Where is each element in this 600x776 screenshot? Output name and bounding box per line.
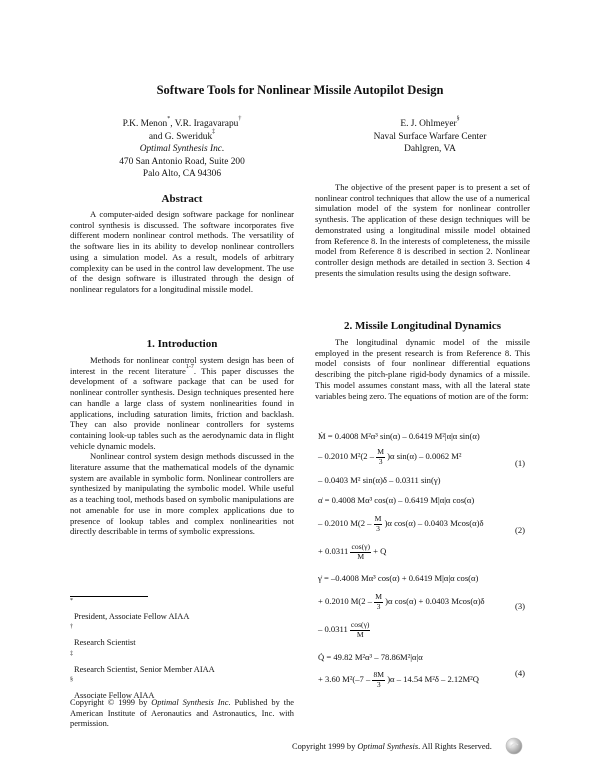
fraction-denominator: M: [356, 629, 364, 639]
copyright-rest: . Published by the American Institute of Aeronautics and Astronautics, Inc. with permission.: [70, 698, 294, 729]
eq3-line3: [318, 621, 370, 639]
eq3-line2: [318, 593, 485, 611]
footnote-mark: §: [70, 677, 73, 684]
footnote-3: [70, 650, 294, 675]
author-iragavarapu: , V.R. Iragavarapu: [170, 119, 239, 129]
footnote-mark: *: [167, 116, 171, 122]
page-footer: [292, 742, 492, 751]
eq4-line2: [318, 671, 479, 689]
footer-suffix: . All Rights Reserved.: [418, 742, 492, 751]
fraction-8m-over-3: [372, 671, 385, 689]
fraction-cos-over-m: [350, 621, 371, 639]
intro-paragraph-2: Nonlinear control system design methods discussed in the literature assume that the mathematical models of the dynamic system are available in symbolic form. Nonlinear controllers are synthesized by manipulating the symbolic model. While useful as a teaching tool, methods based on symbolic manipulations are not amenable for use in more complex applications due to presence of lookup tables and complex nonlinearities not directly describable in terms of symbolic expressions.: [70, 451, 294, 537]
fraction-numerator: cos(γ): [350, 620, 370, 629]
eq1-line3: – 0.0403 M² sin(α)δ – 0.0311 sin(γ): [318, 475, 441, 485]
fraction-numerator: M: [374, 514, 382, 523]
eq2-line2-a: – 0.2010 M(2 –: [318, 518, 372, 529]
eq1-number: (1): [515, 458, 526, 468]
footnote-mark: *: [70, 598, 73, 604]
fraction-denominator: 3: [378, 456, 383, 466]
footnote-mark: ‡: [70, 650, 73, 657]
affiliation-right: Naval Surface Warfare Center: [373, 131, 487, 142]
intro-paragraph-1: [70, 355, 294, 451]
section2-body: [315, 337, 530, 401]
address-line-2: Palo Alto, CA 94306: [142, 169, 222, 180]
introduction-body: [70, 355, 294, 537]
company-logo-icon: [505, 737, 523, 755]
paper-title: Software Tools for Nonlinear Missile Autopilot Design: [156, 83, 444, 97]
authors-left: [62, 118, 302, 181]
footnote-text: President, Associate Fellow AIAA: [74, 611, 190, 621]
eq3-line2-b: )α cos(α) + 0.0403 Mcos(α)δ: [385, 596, 485, 607]
address-line-1: 470 San Antonio Road, Suite 200: [119, 156, 245, 167]
section2-text: The longitudinal dynamic model of the missile employed in the present research is from Reference 8. This model consists of four nonlinear differential equations describing the pitch-plane rigid-body dynamics of a missile. This model assumes constant mass, with all the lateral state variables being zero. The equations of motion are of the form:: [315, 337, 530, 401]
author-ohlmeyer: E. J. Ohlmeyer: [400, 119, 457, 129]
abstract-heading: Abstract: [161, 193, 203, 205]
abstract-text: A computer-aided design software package for nonlinear control synthesis is discussed. The software incorporates five different modern nonlinear control methods. The versatility of the software lies in its ability to develop nonlinear controllers using a simulation model. As a result, models of arbitrary complexity can be used in the control law development. The use of the design software is illustrated through the design of nonlinear regulators for a longitudinal missile model.: [70, 209, 294, 294]
footnote-1: [70, 598, 294, 622]
intro-p1-text: Methods for nonlinear control system design has been of interest in the recent literature: [70, 355, 294, 376]
reference-mark: 1-7: [185, 363, 194, 370]
fraction-denominator: M: [357, 551, 365, 561]
fraction-m-over-3: [376, 448, 385, 466]
fraction-m-over-3: [374, 593, 383, 611]
eq1-line2-a: – 0.2010 M²(2 –: [318, 451, 375, 462]
author-ohlmeyer-line: [330, 118, 530, 131]
fraction-denominator: 3: [376, 601, 381, 611]
objective-text: The objective of the present paper is to present a set of nonlinear control techniques that allow the use of a numerical simulation model of the system for nonlinear controller synthesis. The application of these design techniques will be demonstrated using a longitudinal missile model obtained from Reference 8. In the interests of completeness, the missile model from Reference 8 is described in section 2. Nonlinear controller design methods are detailed in section 3. Section 4 presents the simulation results using the design software.: [315, 182, 530, 278]
eq4-number: (4): [515, 668, 526, 678]
fraction-numerator: M: [375, 592, 382, 601]
footnote-text: Associate Fellow AIAA: [74, 690, 155, 700]
footnote-mark: ‡: [212, 128, 216, 135]
author-sweriduk: and G. Sweriduk: [148, 131, 213, 142]
fraction-numerator: cos(γ): [351, 542, 371, 551]
eq3-line2-a: + 0.2010 M(2 –: [318, 596, 373, 607]
fraction-numerator: M: [377, 447, 384, 456]
footnote-mark: †: [70, 624, 73, 631]
fraction-m-over-3: [374, 515, 383, 533]
eq1-line1: Ṁ = 0.4008 M²α³ sin(α) – 0.6419 M²|α|α sin(α): [318, 431, 480, 441]
fraction-cos-over-m: [350, 543, 371, 561]
copyright-company: Optimal Synthesis Inc: [151, 698, 229, 707]
footnote-mark: †: [238, 116, 242, 122]
footer-company: Optimal Synthesis: [357, 742, 419, 751]
footnote-text: Research Scientist: [74, 638, 136, 648]
eq2-line3-b: + Q: [373, 546, 387, 557]
abstract-body: [70, 209, 294, 295]
author-menon: P.K. Menon: [122, 119, 168, 129]
fraction-denominator: 3: [376, 679, 381, 689]
eq1-line2-b: )α sin(α) – 0.0062 M²: [387, 451, 462, 462]
eq2-line3: [318, 543, 386, 561]
footnotes: [70, 598, 294, 702]
affiliation-left: Optimal Synthesis Inc.: [139, 144, 225, 155]
footnote-2: [70, 624, 294, 648]
author-line-2: [62, 128, 302, 144]
eq2-line3-a: + 0.0311: [318, 546, 349, 557]
eq3-line1: γ̇ = –0.4008 Mα³ cos(α) + 0.6419 M|α|α cos(α): [318, 573, 479, 583]
eq4-line1: Q̇ = 49.82 M²α³ – 78.86M²|α|α: [318, 652, 423, 662]
section2-heading: 2. Missile Longitudinal Dynamics: [343, 320, 502, 332]
copyright-notice: [70, 698, 294, 730]
fraction-numerator: 8M: [373, 670, 385, 679]
objective-body: [315, 182, 530, 278]
footnote-mark: §: [456, 116, 460, 122]
eq4-line2-b: )α – 14.54 M²δ – 2.12M²Q: [387, 674, 479, 685]
footer-prefix: Copyright 1999 by: [292, 742, 358, 751]
author-line-1: [62, 118, 302, 131]
footnote-text: Research Scientist, Senior Member AIAA: [74, 664, 215, 674]
intro-p1-text-cont: . This paper discusses the development of a software package that can be used for nonlinear controller synthesis. Design techniques presented here can handle a large class of system nonlinearities found in applications, including saturation limits, friction and backlash. They can also provide nonlinear controllers for systems containing look-up tables such as the aerodynamic data in flight vehicle dynamic models.: [70, 365, 295, 451]
copyright-prefix: Copyright © 1999 by: [70, 698, 152, 707]
eq2-line2: [318, 515, 484, 533]
footnote-rule: [70, 596, 148, 597]
eq2-number: (2): [515, 525, 526, 535]
introduction-heading: 1. Introduction: [146, 338, 218, 350]
eq1-line2: [318, 448, 462, 466]
eq3-line3-a: – 0.0311: [318, 624, 348, 635]
eq2-line2-b: )α cos(α) – 0.0403 Mcos(α)δ: [384, 518, 484, 529]
city-right: Dahlgren, VA: [404, 144, 456, 155]
eq3-number: (3): [515, 601, 526, 611]
eq2-line1: α̇ = 0.4008 Mα³ cos(α) – 0.6419 M|α|α cos(α): [318, 495, 475, 505]
authors-right: [330, 118, 530, 156]
fraction-denominator: 3: [376, 523, 380, 533]
eq4-line2-a: + 3.60 M²(–7 –: [318, 674, 371, 685]
